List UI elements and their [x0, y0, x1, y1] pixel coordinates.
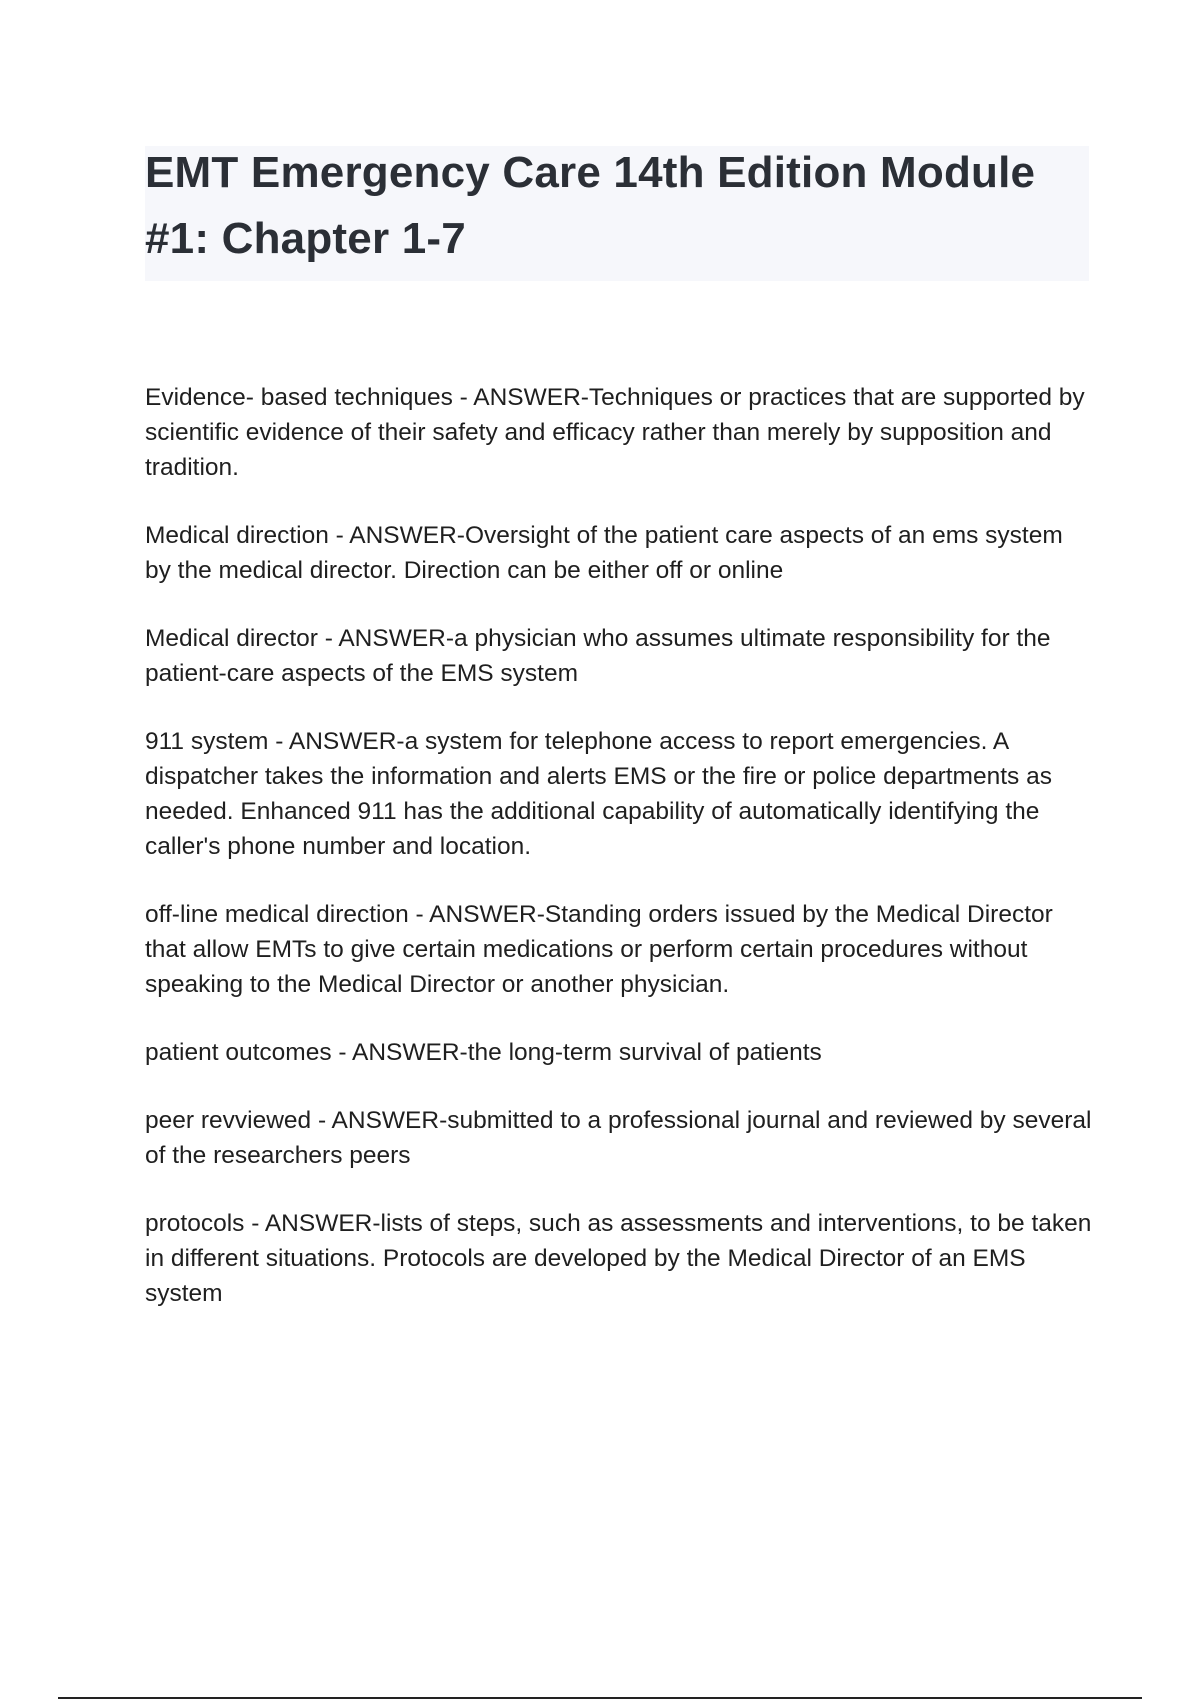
page-bottom-rule — [58, 1697, 1142, 1699]
entry-patient-outcomes: patient outcomes - ANSWER-the long-term survival of patients — [145, 1039, 822, 1066]
entry-911-system: 911 system - ANSWER-a system for telephone access to report emergencies. A dispatcher takes the information and alerts EMS or the fire or police departments as needed. Enhanced 911 has the additional capability of automatically identifying the caller's phone number and location. — [145, 728, 1052, 860]
entry-peer-reviewed: peer revviewed - ANSWER-submitted to a professional journal and reviewed by several of the researchers peers — [145, 1107, 1092, 1169]
entry-protocols: protocols - ANSWER-lists of steps, such as assessments and interventions, to be taken in different situations. Protocols are developed by the Medical Director of an EMS system — [145, 1210, 1092, 1307]
flashcard-entries — [145, 380, 1095, 1344]
entry-off-line-medical-direction: off-line medical direction - ANSWER-Standing orders issued by the Medical Director that allow EMTs to give certain medications or perform certain procedures without speaking to the Medical Director or another physician. — [145, 901, 1053, 998]
entry-medical-director: Medical director - ANSWER-a physician who assumes ultimate responsibility for the patient-care aspects of the EMS system — [145, 625, 1051, 687]
document-title: EMT Emergency Care 14th Edition Module #1: Chapter 1-7 — [145, 148, 1036, 263]
entry-medical-direction: Medical direction - ANSWER-Oversight of the patient care aspects of an ems system by the medical director. Direction can be either off or online — [145, 522, 1063, 584]
entry-evidence-based-techniques: Evidence- based techniques - ANSWER-Techniques or practices that are supported by scientific evidence of their safety and efficacy rather than merely by supposition and tradition. — [145, 384, 1085, 481]
